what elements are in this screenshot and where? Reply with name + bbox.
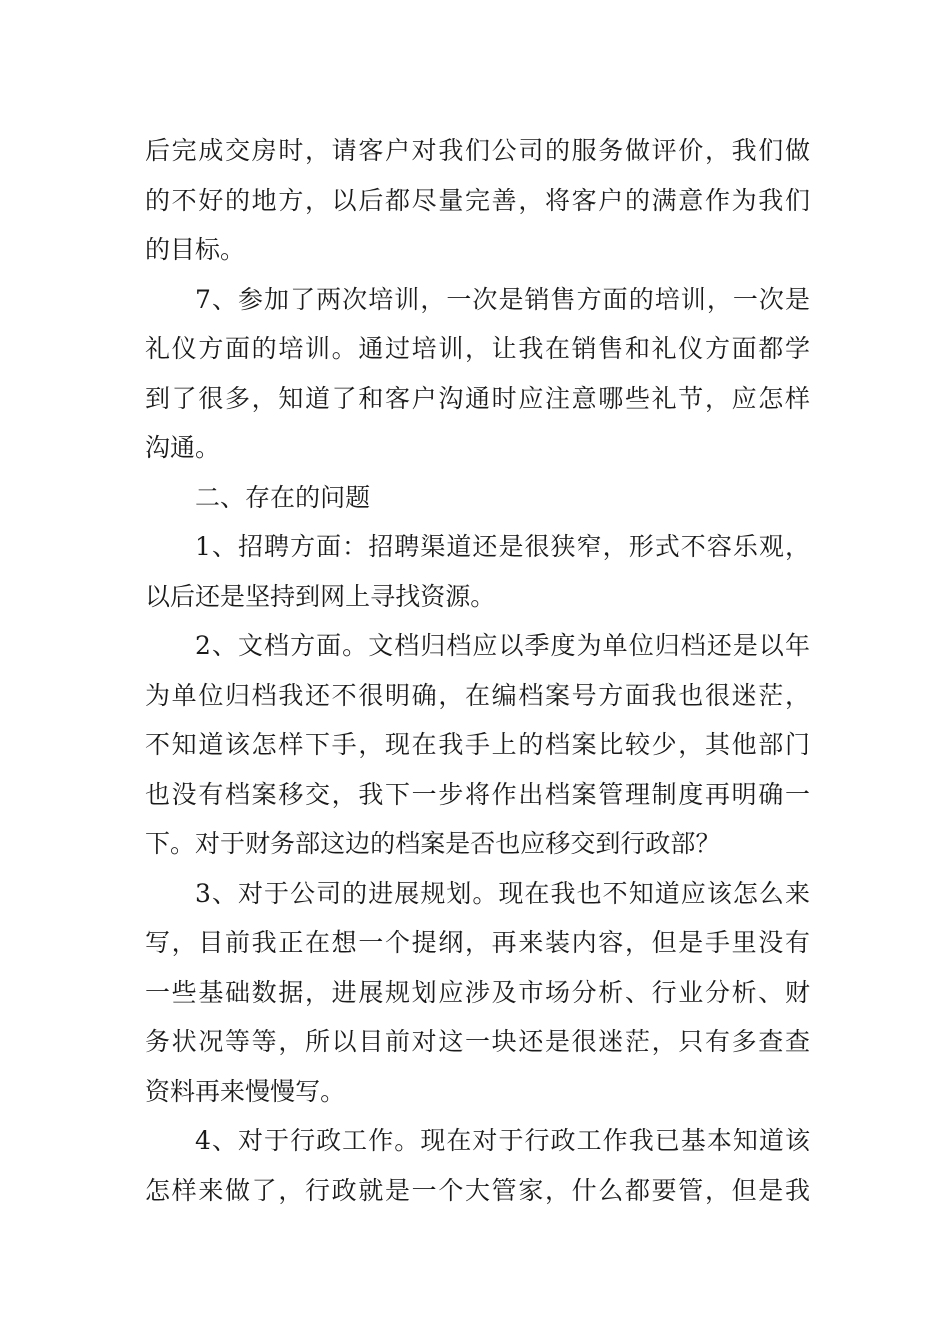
text-line: 二、存在的问题 (195, 482, 371, 512)
text-line: 7、参加了两次培训，一次是销售方面的培训，一次是 (195, 284, 810, 314)
paragraph-issue-1 (145, 522, 810, 621)
text-line: 不知道该怎样下手，现在我手上的档案比较少，其他部门 (145, 730, 810, 759)
text-line: 下。对于财务部这边的档案是否也应移交到行政部？ (145, 829, 721, 858)
paragraph-issue-3 (145, 869, 810, 1117)
text-line: 沟通。 (145, 433, 221, 462)
text-line: 后完成交房时，请客户对我们公司的服务做评价，我们做 (145, 136, 810, 165)
paragraph-continued (145, 126, 810, 275)
paragraph-issue-2 (145, 621, 810, 869)
text-line: 到了很多，知道了和客户沟通时应注意哪些礼节，应怎样 (145, 383, 810, 413)
text-line: 的目标。 (145, 235, 246, 264)
document-body (145, 126, 810, 1215)
text-line: 资料再来慢慢写。 (145, 1076, 346, 1106)
text-line: 的不好的地方，以后都尽量完善，将客户的满意作为我们 (145, 185, 810, 215)
text-line: 怎样来做了，行政就是一个大管家，什么都要管，但是我 (145, 1175, 810, 1205)
paragraph-item-7 (145, 275, 810, 473)
text-line: 也没有档案移交，我下一步将作出档案管理制度再明确一 (145, 779, 810, 809)
text-line: 为单位归档我还不很明确，在编档案号方面我也很迷茫， (145, 680, 810, 710)
text-line: 务状况等等，所以目前对这一块还是很迷茫，只有多查查 (145, 1027, 810, 1056)
text-line: 写，目前我正在想一个提纲，再来装内容，但是手里没有 (145, 928, 810, 957)
text-line: 一些基础数据，进展规划应涉及市场分析、行业分析、财 (145, 977, 810, 1007)
text-line: 4、对于行政工作。现在对于行政工作我已基本知道该 (195, 1126, 810, 1155)
text-line: 3、对于公司的进展规划。现在我也不知道应该怎么来 (195, 878, 810, 908)
section-heading-problems (145, 473, 810, 523)
paragraph-issue-4 (145, 1116, 810, 1215)
text-line: 礼仪方面的培训。通过培训，让我在销售和礼仪方面都学 (145, 334, 810, 363)
text-line: 1、招聘方面：招聘渠道还是很狭窄，形式不容乐观， (195, 532, 810, 561)
text-line: 2、文档方面。文档归档应以季度为单位归档还是以年 (195, 631, 810, 660)
text-line: 以后还是坚持到网上寻找资源。 (145, 581, 496, 611)
